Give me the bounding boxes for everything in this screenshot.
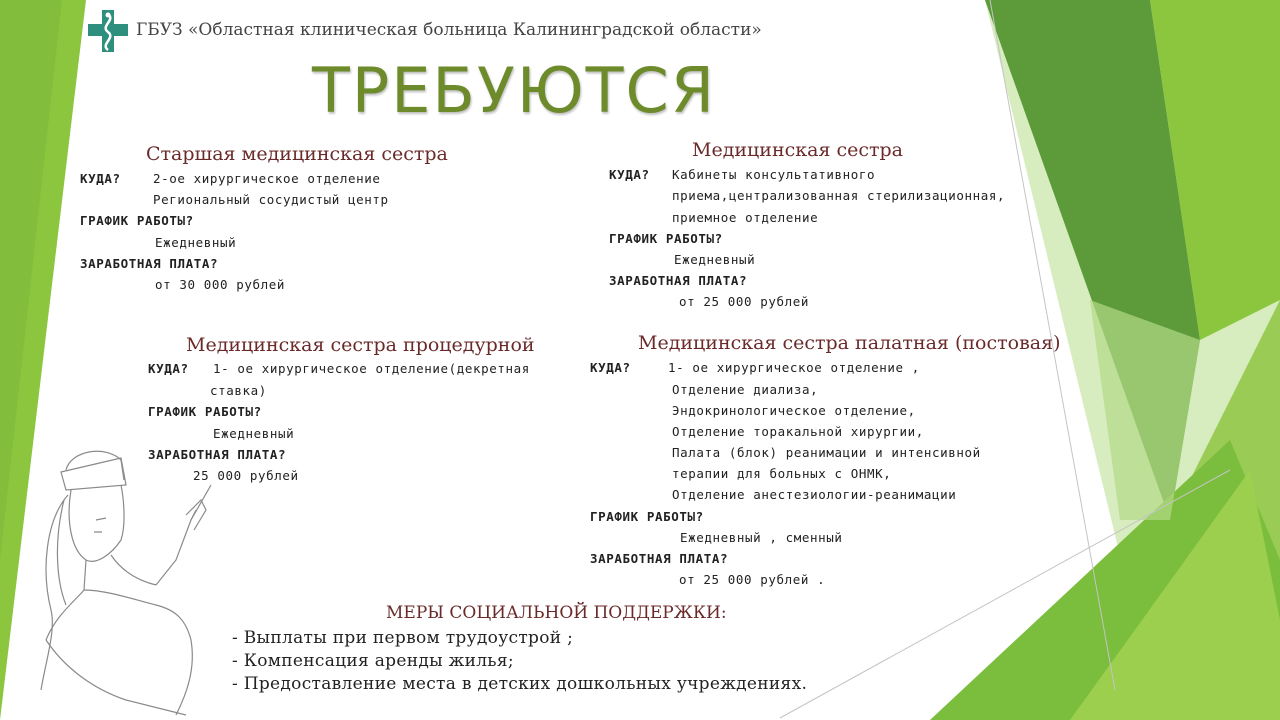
nurse-sketch-illustration xyxy=(26,440,226,720)
schedule-label: ГРАФИК РАБОТЫ? xyxy=(80,213,194,228)
salary-value: от 25 000 рублей . xyxy=(679,572,826,587)
vacancy-title: Медицинская сестра xyxy=(692,139,904,161)
support-title: МЕРЫ СОЦИАЛЬНОЙ ПОДДЕРЖКИ: xyxy=(386,603,727,623)
support-item: - Выплаты при первом трудоустрой ; xyxy=(232,628,574,648)
schedule-label: ГРАФИК РАБОТЫ? xyxy=(590,509,704,524)
where-line: Кабинеты консультативного xyxy=(672,167,876,182)
where-line: Палата (блок) реанимации и интенсивной xyxy=(672,445,981,460)
salary-label: ЗАРАБОТНАЯ ПЛАТА? xyxy=(148,447,287,462)
where-label: КУДА? xyxy=(609,167,650,182)
support-item: - Компенсация аренды жилья; xyxy=(232,651,514,671)
where-line: терапии для больных с ОНМК, xyxy=(672,466,892,481)
where-line: Отделение анестезиологии-реанимации xyxy=(672,487,957,502)
support-item: - Предоставление места в детских дошкольных учреждениях. xyxy=(232,674,808,694)
schedule-value: Ежедневный xyxy=(213,426,295,441)
where-line: 1- ое хирургическое отделение , xyxy=(668,360,920,375)
where-line: Отделение диализа, xyxy=(672,382,819,397)
page-title: ТРЕБУЮТСЯ xyxy=(312,54,716,127)
where-line: 2-ое хирургическое отделение xyxy=(153,171,381,186)
salary-value: от 30 000 рублей xyxy=(155,277,286,292)
vacancy-title: Старшая медицинская сестра xyxy=(146,143,448,165)
schedule-value: Ежедневный xyxy=(674,252,756,267)
salary-value: 25 000 рублей xyxy=(193,468,299,483)
vacancy-title: Медицинская сестра палатная (постовая) xyxy=(638,332,1061,354)
where-line: Региональный сосудистый центр xyxy=(153,192,389,207)
where-label: КУДА? xyxy=(80,171,121,186)
medical-snake-cross-logo xyxy=(86,8,130,54)
schedule-label: ГРАФИК РАБОТЫ? xyxy=(609,231,723,246)
salary-label: ЗАРАБОТНАЯ ПЛАТА? xyxy=(80,256,219,271)
schedule-value: Ежедневный xyxy=(155,235,237,250)
where-line: ставка) xyxy=(210,383,267,398)
schedule-label: ГРАФИК РАБОТЫ? xyxy=(148,404,262,419)
where-line: 1- ое хирургическое отделение(декретная xyxy=(213,361,530,376)
salary-value: от 25 000 рублей xyxy=(679,294,810,309)
salary-label: ЗАРАБОТНАЯ ПЛАТА? xyxy=(590,551,729,566)
vacancy-title: Медицинская сестра процедурной xyxy=(186,334,535,356)
schedule-value: Ежедневный , сменный xyxy=(680,530,843,545)
where-label: КУДА? xyxy=(148,361,189,376)
where-label: КУДА? xyxy=(590,360,631,375)
organization-name: ГБУЗ «Областная клиническая больница Калининградской области» xyxy=(136,20,762,40)
where-line: приемное отделение xyxy=(672,210,819,225)
where-line: Отделение торакальной хирургии, xyxy=(672,424,924,439)
where-line: приема,централизованная стерилизационная, xyxy=(672,188,1006,203)
salary-label: ЗАРАБОТНАЯ ПЛАТА? xyxy=(609,273,748,288)
where-line: Эндокринологическое отделение, xyxy=(672,403,916,418)
